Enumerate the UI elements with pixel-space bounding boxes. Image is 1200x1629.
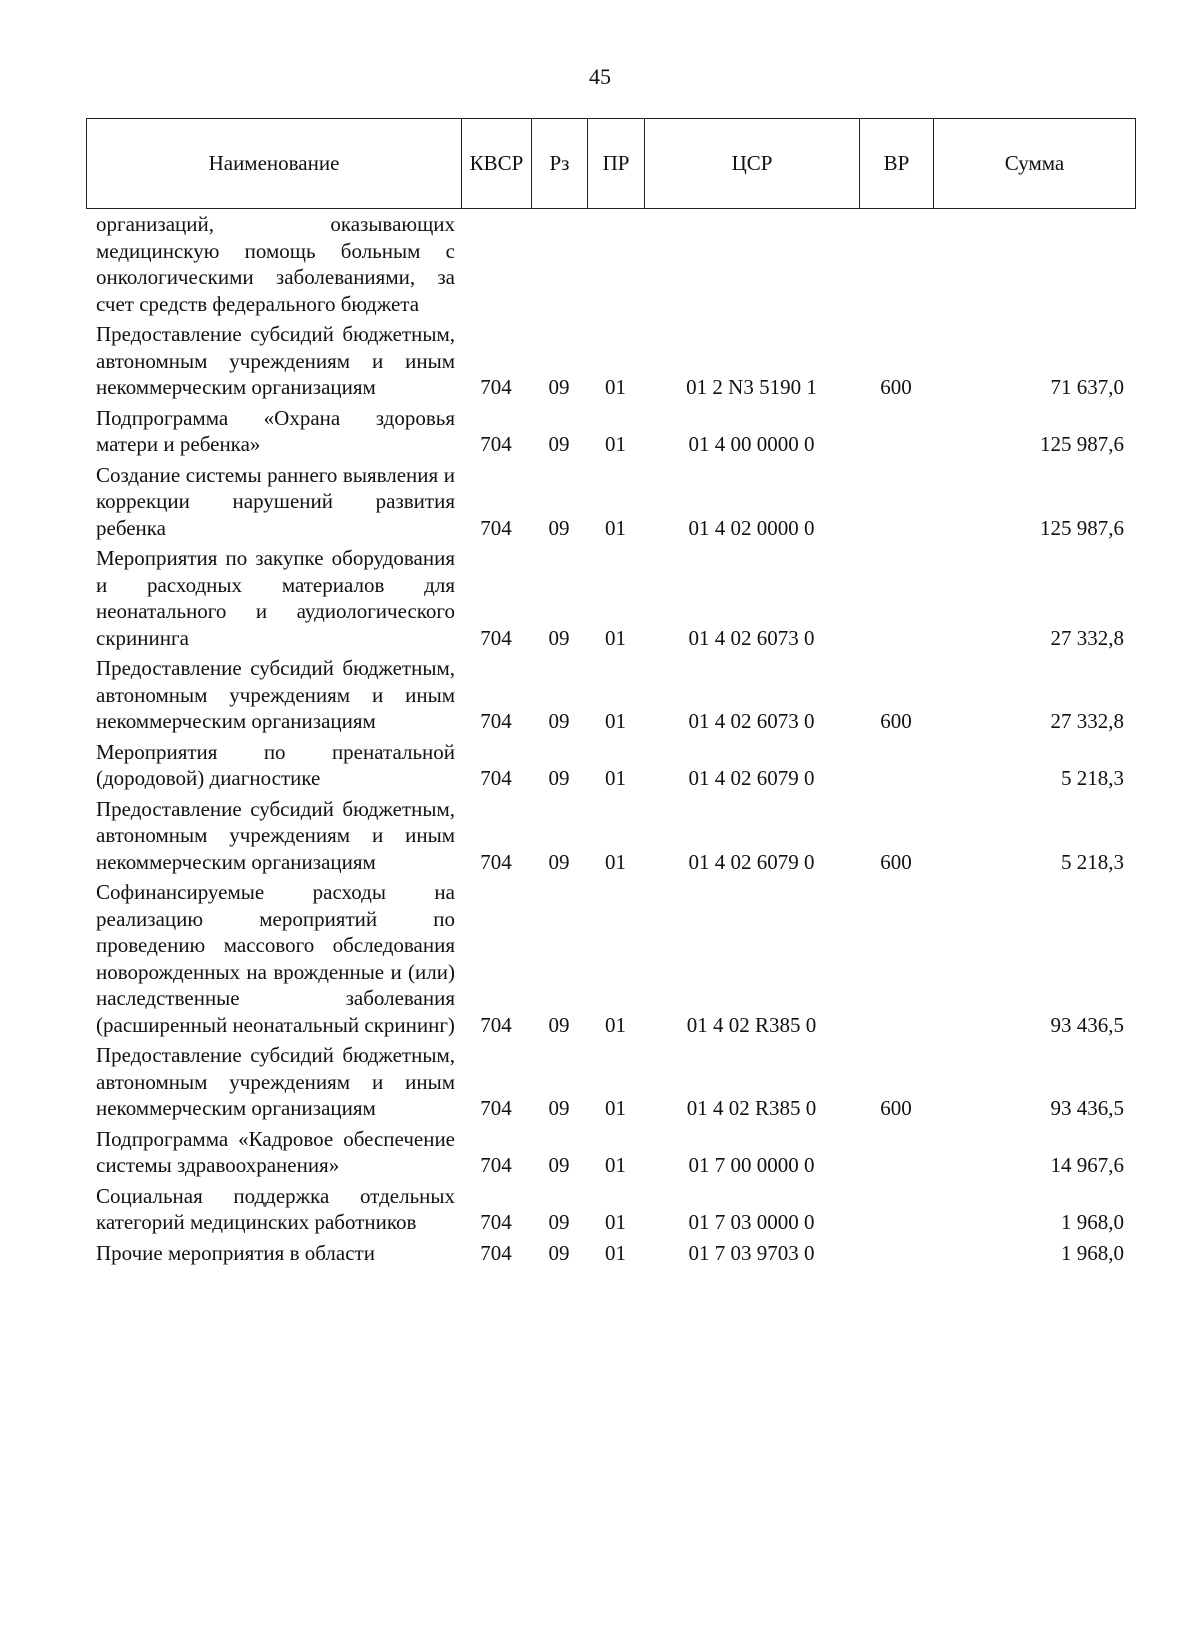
- row-kvsr: 704: [480, 849, 512, 874]
- row-rz: 09: [548, 1210, 570, 1234]
- row-sum: 27 332,8: [1050, 625, 1124, 650]
- row-name: Предоставление субсидий бюджетным, автономным учреждениям и иным некоммерческим организациям: [96, 322, 455, 399]
- table-row: [86, 1183, 1136, 1236]
- row-sum: 27 332,8: [1050, 709, 1124, 733]
- row-rz: 09: [548, 1012, 570, 1037]
- table-row: [86, 1042, 1136, 1122]
- row-pr: 01: [605, 766, 626, 790]
- table-row: [86, 796, 1136, 876]
- table-header: [86, 118, 1136, 209]
- row-sum: 1 968,0: [1061, 1240, 1124, 1265]
- row-csr: 01 7 03 9703 0: [688, 1240, 815, 1265]
- row-name: Предоставление субсидий бюджетным, автономным учреждениям и иным некоммерческим организациям: [96, 656, 455, 733]
- row-kvsr: 704: [480, 1210, 512, 1234]
- row-rz: 09: [548, 1153, 570, 1177]
- page-number: 45: [589, 64, 611, 89]
- row-csr: 01 4 00 0000 0: [688, 432, 815, 456]
- row-pr: 01: [605, 432, 626, 456]
- row-rz: 09: [548, 849, 570, 874]
- row-kvsr: 704: [480, 1153, 512, 1177]
- row-rz: 09: [548, 515, 570, 540]
- row-sum: 93 436,5: [1050, 1096, 1124, 1120]
- row-kvsr: 704: [480, 625, 512, 650]
- table-row: [86, 1126, 1136, 1179]
- header-sum: Сумма: [1004, 151, 1065, 175]
- table-row: [86, 321, 1136, 401]
- row-name: Софинансируемые расходы на реализацию мероприятий по проведению массового обследования новорожденных на врожденные и (или) наследственные заболевания (расширенный неонатальный скрининг): [96, 880, 455, 1037]
- row-name: Мероприятия по закупке оборудования и расходных материалов для неонатального и аудиологического скрининга: [96, 546, 455, 650]
- row-kvsr: 704: [480, 1240, 512, 1265]
- row-rz: 09: [548, 625, 570, 650]
- row-pr: 01: [605, 515, 626, 540]
- row-sum: 5 218,3: [1061, 849, 1124, 874]
- row-kvsr: 704: [480, 1096, 512, 1120]
- row-name: Социальная поддержка отдельных категорий медицинских работников: [96, 1183, 455, 1234]
- row-sum: 125 987,6: [1040, 432, 1124, 456]
- row-name: Предоставление субсидий бюджетным, автономным учреждениям и иным некоммерческим организациям: [96, 1043, 455, 1120]
- row-kvsr: 704: [480, 1012, 512, 1037]
- table-body: [86, 211, 1136, 1270]
- row-csr: 01 2 N3 5190 1: [686, 375, 817, 399]
- row-sum: 93 436,5: [1050, 1012, 1124, 1037]
- table-row: [86, 545, 1136, 651]
- table-row: [86, 739, 1136, 792]
- table-row: [86, 655, 1136, 735]
- header-pr: ПР: [588, 119, 645, 208]
- row-sum: 125 987,6: [1040, 515, 1124, 540]
- row-csr: 01 4 02 6079 0: [688, 766, 815, 790]
- table-row: [86, 879, 1136, 1038]
- row-csr: 01 4 02 6073 0: [688, 625, 815, 650]
- row-pr: 01: [605, 375, 626, 399]
- row-rz: 09: [548, 1240, 570, 1265]
- header-rz: Рз: [532, 119, 588, 208]
- row-pr: 01: [605, 625, 626, 650]
- row-csr: 01 4 02 0000 0: [688, 515, 815, 540]
- table-row: [86, 1240, 1136, 1267]
- row-pr: 01: [605, 709, 626, 733]
- row-kvsr: 704: [480, 515, 512, 540]
- row-vr: 600: [880, 849, 912, 874]
- row-name: Мероприятия по пренатальной (дородовой) диагностике: [96, 739, 455, 790]
- table-row: [86, 405, 1136, 458]
- row-pr: 01: [605, 1012, 626, 1037]
- header-csr: ЦСР: [645, 119, 860, 208]
- row-rz: 09: [548, 766, 570, 790]
- row-csr: 01 4 02 6079 0: [688, 849, 815, 874]
- row-name: Предоставление субсидий бюджетным, автономным учреждениям и иным некоммерческим организациям: [96, 796, 455, 874]
- row-rz: 09: [548, 375, 570, 399]
- row-pr: 01: [605, 1240, 626, 1265]
- row-pr: 01: [605, 849, 626, 874]
- row-name: организаций, оказывающих медицинскую помощь больным с онкологическими заболеваниями, за счет средств федерального бюджета: [96, 212, 455, 316]
- row-kvsr: 704: [480, 766, 512, 790]
- row-csr: 01 7 03 0000 0: [688, 1210, 815, 1234]
- row-kvsr: 704: [480, 709, 512, 733]
- row-kvsr: 704: [480, 375, 512, 399]
- header-name: Наименование: [87, 119, 462, 208]
- row-sum: 71 637,0: [1050, 375, 1124, 399]
- row-pr: 01: [605, 1153, 626, 1177]
- row-rz: 09: [548, 1096, 570, 1120]
- row-csr: 01 4 02 6073 0: [688, 709, 815, 733]
- row-name: Прочие мероприятия в области: [96, 1240, 375, 1265]
- row-sum: 5 218,3: [1061, 766, 1124, 790]
- header-kvsr: КВСР: [462, 119, 532, 208]
- row-csr: 01 4 02 R385 0: [686, 1012, 817, 1037]
- table-row: [86, 211, 1136, 317]
- row-sum: 1 968,0: [1061, 1210, 1124, 1234]
- row-pr: 01: [605, 1210, 626, 1234]
- row-name: Создание системы раннего выявления и коррекции нарушений развития ребенка: [96, 462, 455, 540]
- row-vr: 600: [880, 1096, 912, 1120]
- row-name: Подпрограмма «Кадровое обеспечение системы здравоохранения»: [96, 1126, 455, 1177]
- row-kvsr: 704: [480, 432, 512, 456]
- row-csr: 01 4 02 R385 0: [686, 1096, 817, 1120]
- row-pr: 01: [605, 1096, 626, 1120]
- header-vr: ВР: [860, 119, 934, 208]
- row-vr: 600: [880, 709, 912, 733]
- row-rz: 09: [548, 432, 570, 456]
- row-sum: 14 967,6: [1050, 1153, 1124, 1177]
- row-vr: 600: [880, 375, 912, 399]
- row-name: Подпрограмма «Охрана здоровья матери и ребенка»: [96, 405, 455, 456]
- table-row: [86, 462, 1136, 542]
- row-rz: 09: [548, 709, 570, 733]
- row-csr: 01 7 00 0000 0: [688, 1153, 815, 1177]
